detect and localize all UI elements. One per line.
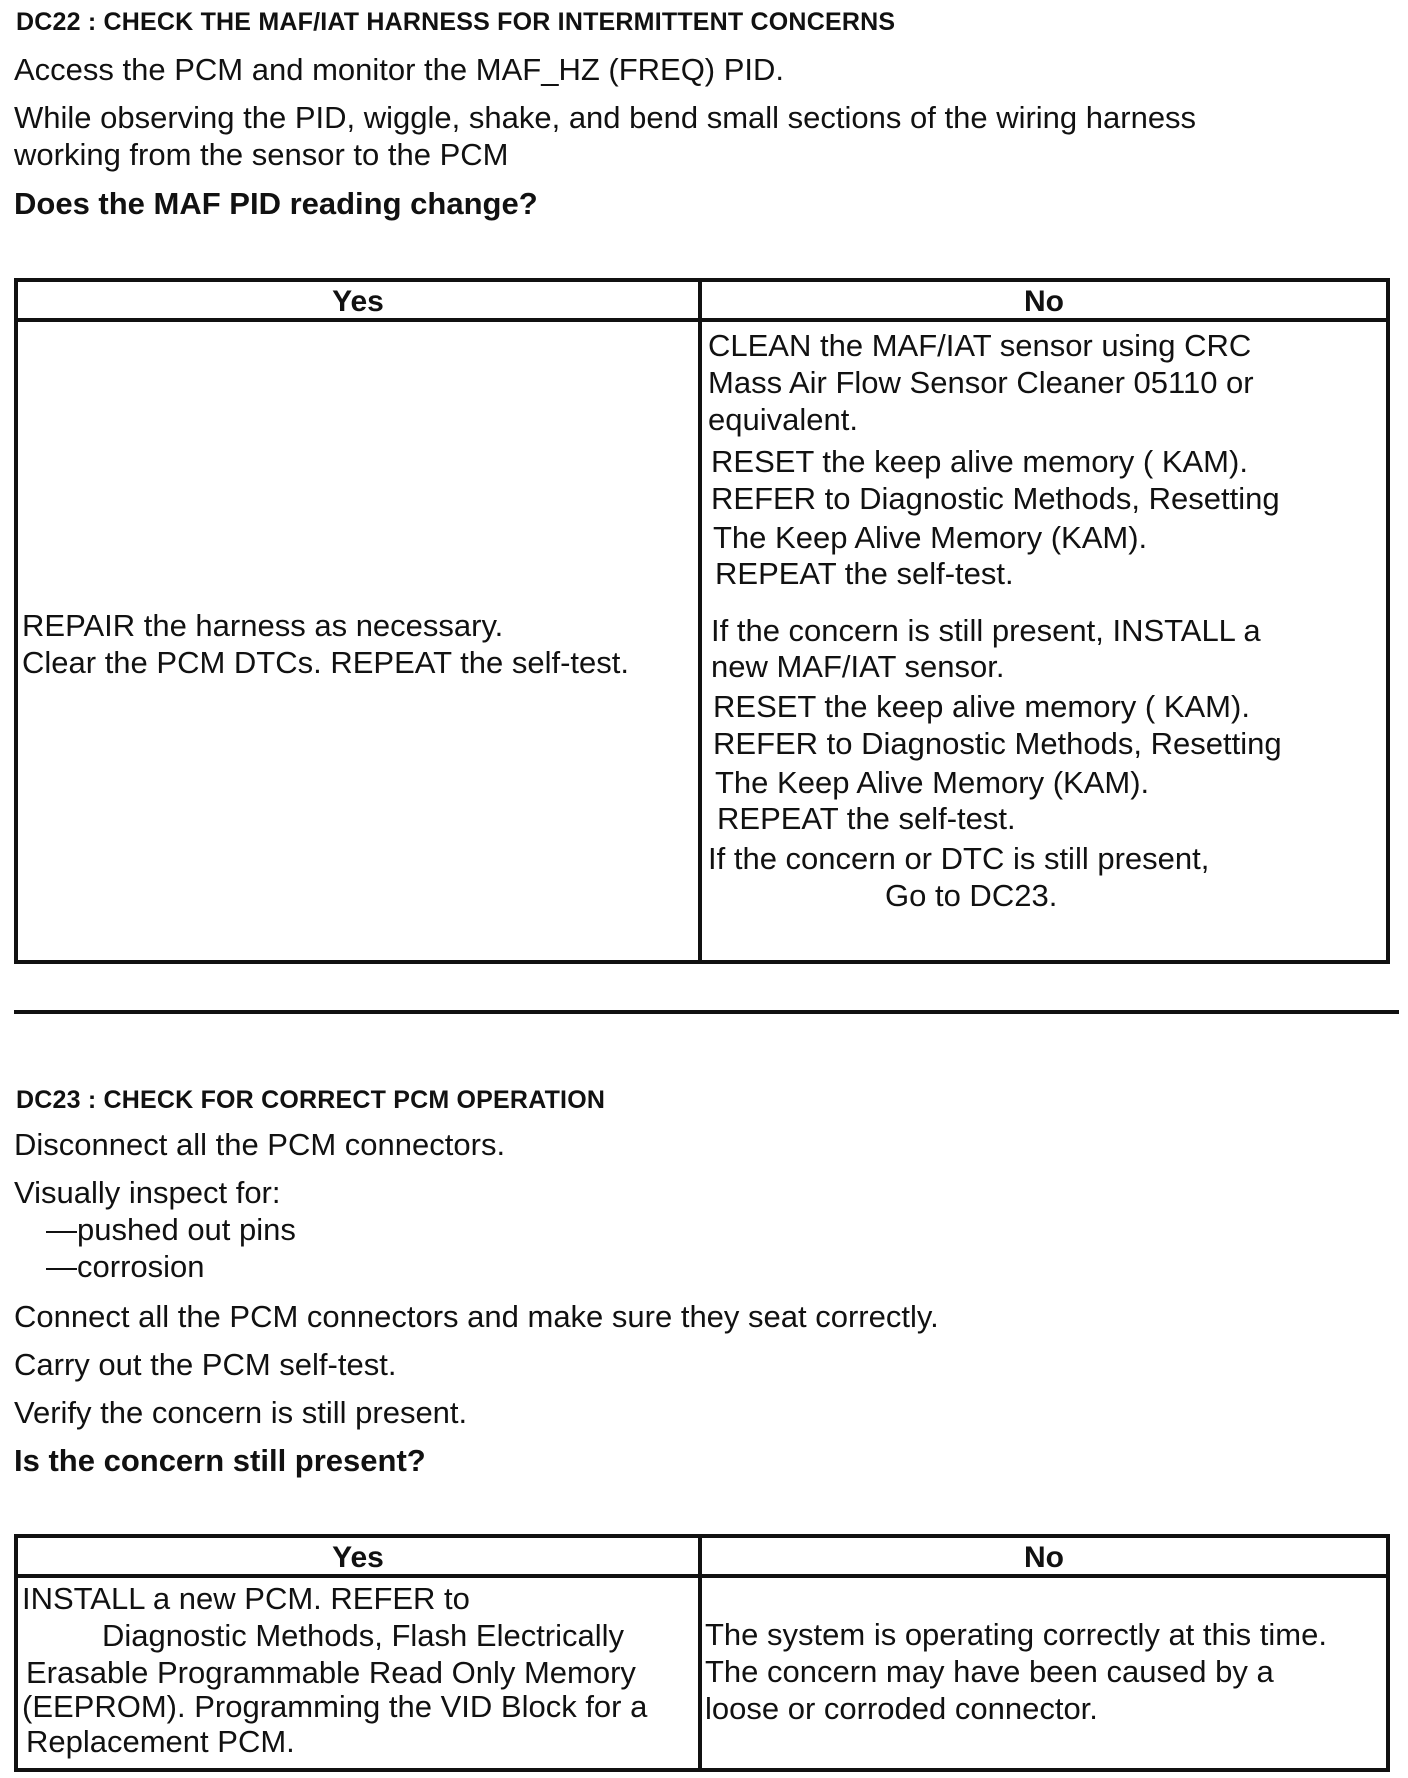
dc22-no-line-6: The Keep Alive Memory (KAM). <box>713 520 1148 555</box>
dc22-no-line-3: equivalent. <box>708 402 858 437</box>
dc23-step-3: Connect all the PCM connectors and make sure they seat correctly. <box>14 1299 939 1334</box>
dc22-question: Does the MAF PID reading change? <box>14 186 538 221</box>
dc22-yes-cell <box>18 322 702 960</box>
dc23-question: Is the concern still present? <box>14 1443 426 1478</box>
dc22-no-line-4: RESET the keep alive memory ( KAM). <box>711 444 1248 479</box>
dc23-heading: DC23 : CHECK FOR CORRECT PCM OPERATION <box>16 1086 606 1114</box>
dc22-go-to-dc23: Go to DC23. <box>885 878 1058 913</box>
dc23-step-4: Carry out the PCM self-test. <box>14 1347 397 1382</box>
dc22-no-line-5: REFER to Diagnostic Methods, Resetting <box>711 481 1280 516</box>
dc22-no-line-14: If the concern or DTC is still present, <box>708 841 1210 876</box>
dc22-no-line-13: REPEAT the self-test. <box>717 801 1016 836</box>
dc22-no-line-12: The Keep Alive Memory (KAM). <box>715 765 1150 800</box>
dc23-step-2: Visually inspect for: <box>14 1175 281 1210</box>
dc23-step-5: Verify the concern is still present. <box>14 1395 468 1430</box>
dc22-yes-line-2: Clear the PCM DTCs. REPEAT the self-test. <box>22 645 629 680</box>
dc22-step-1: Access the PCM and monitor the MAF_HZ (FREQ) PID. <box>14 52 785 87</box>
dc22-step-2: While observing the PID, wiggle, shake, and bend small sections of the wiring harness <box>14 100 1197 135</box>
dc22-heading: DC22 : CHECK THE MAF/IAT HARNESS FOR INTERMITTENT CONCERNS <box>16 8 896 36</box>
dc23-no-line-3: loose or corroded connector. <box>705 1691 1098 1726</box>
dc23-yes-cell <box>18 1578 702 1768</box>
dc22-no-line-2: Mass Air Flow Sensor Cleaner 05110 or <box>708 365 1254 400</box>
dc23-no-header: No <box>702 1538 1386 1578</box>
dc23-no-line-2: The concern may have been caused by a <box>705 1654 1274 1689</box>
dc22-no-line-10: RESET the keep alive memory ( KAM). <box>713 689 1250 724</box>
dc22-result-table <box>14 278 1390 964</box>
dc23-yes-line-4: (EEPROM). Programming the VID Block for a <box>22 1689 648 1724</box>
dc23-no-cell <box>702 1578 1386 1768</box>
dc23-inspect-item-1: —pushed out pins <box>46 1212 296 1247</box>
dc23-yes-line-1: INSTALL a new PCM. REFER to <box>22 1581 470 1616</box>
dc23-result-table <box>14 1534 1390 1772</box>
dc22-no-line-7: REPEAT the self-test. <box>715 556 1014 591</box>
dc22-no-cell <box>702 322 1386 960</box>
dc22-no-header: No <box>702 282 1386 322</box>
dc22-yes-line-1: REPAIR the harness as necessary. <box>22 608 504 643</box>
section-divider <box>14 1010 1399 1014</box>
dc23-no-line-1: The system is operating correctly at this time. <box>705 1617 1327 1652</box>
dc22-no-line-11: REFER to Diagnostic Methods, Resetting <box>713 726 1282 761</box>
dc23-yes-header: Yes <box>18 1538 702 1578</box>
dc23-yes-line-5: Replacement PCM. <box>26 1724 295 1759</box>
dc23-yes-line-3: Erasable Programmable Read Only Memory <box>26 1655 636 1690</box>
dc22-yes-header: Yes <box>18 282 702 322</box>
dc22-no-line-9: new MAF/IAT sensor. <box>711 649 1005 684</box>
dc22-no-line-1: CLEAN the MAF/IAT sensor using CRC <box>708 328 1252 363</box>
dc22-no-line-8: If the concern is still present, INSTALL a <box>711 613 1261 648</box>
dc23-yes-line-2: Diagnostic Methods, Flash Electrically <box>102 1618 625 1653</box>
dc23-step-1: Disconnect all the PCM connectors. <box>14 1127 506 1162</box>
dc22-step-2-continued: working from the sensor to the PCM <box>14 137 509 172</box>
dc23-inspect-item-2: —corrosion <box>46 1249 205 1284</box>
